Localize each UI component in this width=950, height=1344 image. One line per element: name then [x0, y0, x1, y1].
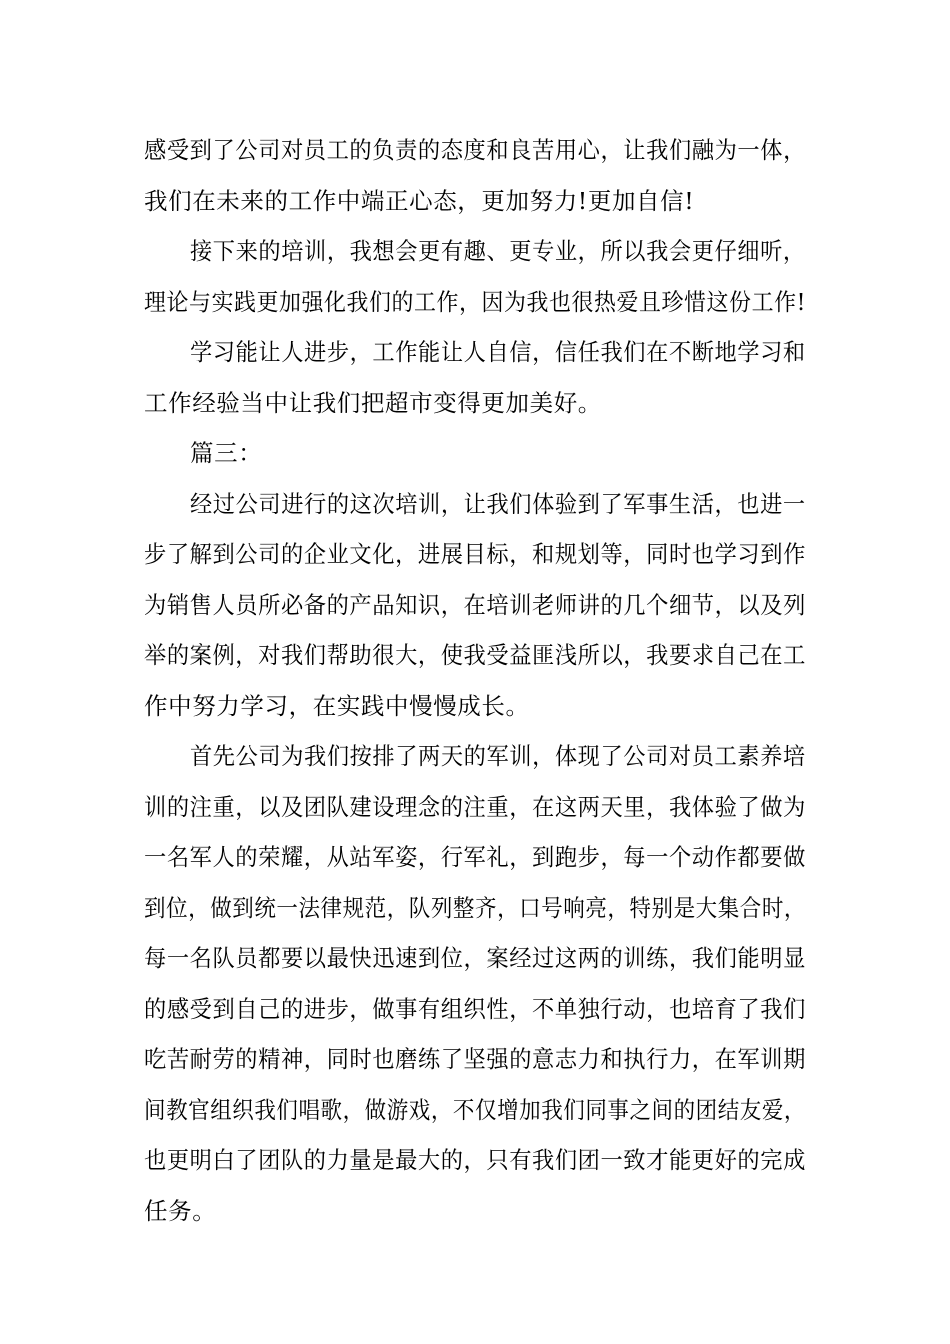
- text-line: 的感受到自己的进步，做事有组织性，不单独行动，也培育了我们: [144, 995, 806, 1023]
- text-line: 接下来的培训，我想会更有趣、更专业，所以我会更仔细听，: [190, 237, 806, 265]
- text-line: 任务。: [144, 1197, 217, 1225]
- text-line: 一名军人的荣耀，从站军姿，行军礼，到跑步，每一个动作都要做: [144, 843, 806, 871]
- text-line: 步了解到公司的企业文化，进展目标，和规划等，同时也学习到作: [144, 540, 806, 568]
- text-line: 为销售人员所必备的产品知识，在培训老师讲的几个细节，以及列: [144, 591, 806, 619]
- text-line: 我们在未来的工作中端正心态，更加努力!更加自信!: [144, 187, 695, 215]
- text-line: 理论与实践更加强化我们的工作，因为我也很热爱且珍惜这份工作!: [144, 288, 806, 316]
- text-line: 经过公司进行的这次培训，让我们体验到了军事生活，也进一: [190, 490, 806, 518]
- text-line: 吃苦耐劳的精神，同时也磨练了坚强的意志力和执行力，在军训期: [144, 1045, 806, 1073]
- text-line: 间教官组织我们唱歌，做游戏，不仅增加我们同事之间的团结友爱，: [144, 1096, 806, 1124]
- section-heading: 篇三：: [190, 439, 263, 467]
- text-line: 首先公司为我们按排了两天的军训，体现了公司对员工素养培: [190, 742, 806, 770]
- text-line: 到位，做到统一法律规范，队列整齐，口号响亮，特别是大集合时，: [144, 894, 806, 922]
- text-line: 训的注重，以及团队建设理念的注重，在这两天里，我体验了做为: [144, 793, 806, 821]
- text-line: 也更明白了团队的力量是最大的，只有我们团一致才能更好的完成: [144, 1146, 806, 1174]
- text-line: 每一名队员都要以最快迅速到位，案经过这两的训练，我们能明显: [144, 944, 806, 972]
- text-line: 感受到了公司对员工的负责的态度和良苦用心，让我们融为一体，: [144, 136, 806, 164]
- text-line: 工作经验当中让我们把超市变得更加美好。: [144, 389, 602, 417]
- text-line: 作中努力学习，在实践中慢慢成长。: [144, 692, 530, 720]
- text-line: 举的案例，对我们帮助很大，使我受益匪浅所以，我要求自己在工: [144, 641, 806, 669]
- text-line: 学习能让人进步，工作能让人自信，信任我们在不断地学习和: [190, 338, 806, 366]
